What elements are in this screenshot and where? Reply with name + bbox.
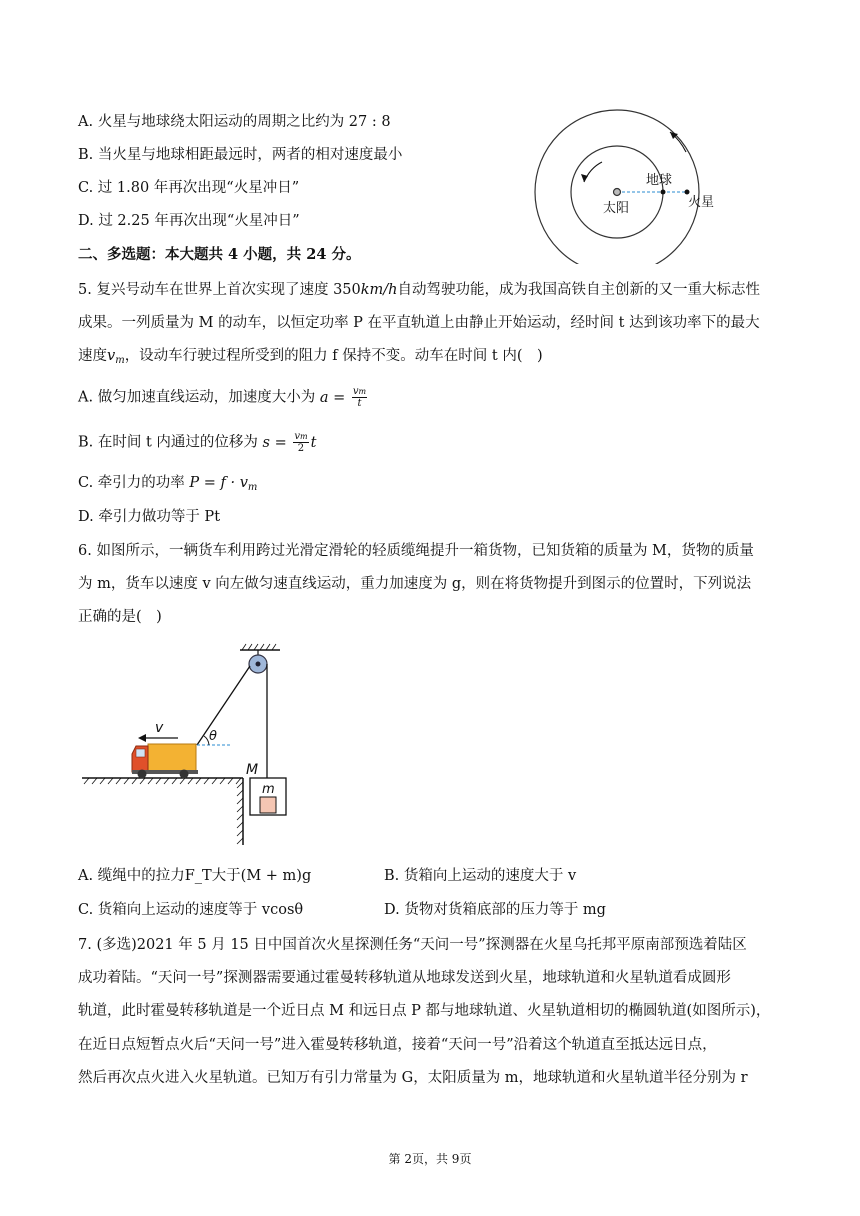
- truck-window: [136, 749, 145, 757]
- cliff-hatch: [237, 782, 243, 844]
- earth-dot: [661, 190, 666, 195]
- truck-pulley-figure: [80, 640, 300, 850]
- q5-option-a: [78, 386, 369, 409]
- section-title: 二、多选题：本大题共 4 小题，共 24 分。: [78, 246, 361, 263]
- earth-orbit-arrow: [584, 162, 602, 182]
- q5-option-b-text: B. 在时间 t 内通过的位移为: [78, 434, 263, 451]
- q6-option-a: A. 缆绳中的拉力F_T大于(M + m)g: [78, 868, 312, 884]
- q7-line-4: 在近日点短暂点火后“天问一号”进入霍曼转移轨道，接着“天问一号”沿着这个轨道直至抵达远日点，: [78, 1037, 717, 1053]
- q4-option-b: B. 当火星与地球相距最远时，两者的相对速度最小: [78, 147, 403, 163]
- q6-line-1: 6. 如图所示，一辆货车利用跨过光滑定滑轮的轻质缆绳提升一箱货物，已知货箱的质量为 M，货物的质量: [78, 543, 754, 559]
- ceiling-hatch: [242, 644, 276, 650]
- truck-cargo: [148, 744, 196, 772]
- q6-line-2: 为 m，货车以速度 v 向左做匀速直线运动，重力加速度为 g，则在将货物提升到图示的位置时，下列说法: [78, 576, 752, 592]
- q7-line-5: 然后再次点火进入火星轨道。已知万有引力常量为 G，太阳质量为 m，地球轨道和火星轨道半径分别为 r: [78, 1070, 748, 1086]
- q5-speed-unit: km/h: [360, 282, 398, 298]
- truck: [132, 744, 198, 779]
- q5-option-b: [78, 431, 316, 454]
- cargo-mass-label: m: [262, 782, 275, 797]
- q5-vm-symbol: $v_m$: [107, 348, 125, 366]
- q5-option-a-formula: a = $\frac{vm}{t}$: [319, 386, 367, 409]
- q5-line-1-pre: 5. 复兴号动车在世界上首次实现了速度: [78, 282, 334, 298]
- q7-line-2: 成功着陆。“天问一号”探测器需要通过霍曼转移轨道从地球发送到火星，地球轨道和火星轨道看成圆形: [78, 970, 731, 986]
- q5-option-a-text: A. 做匀加速直线运动，加速度大小为: [78, 389, 320, 406]
- q5-speed: 350: [333, 282, 361, 298]
- q5-option-c-formula: $P = f \cdot v_m$: [189, 475, 258, 493]
- mars-label: 火星: [688, 195, 715, 210]
- q7-line-1: 7. (多选)2021 年 5 月 15 日中国首次火星探测任务“天问一号”探测器在火星乌托邦平原南部预选着陆区: [78, 937, 747, 953]
- q7-line-3: 轨道，此时霍曼转移轨道是一个近日点 M 和远日点 P 都与地球轨道、火星轨道相切的椭圆轨道(如图所示)，: [78, 1003, 771, 1019]
- truck-wheel-rear: [180, 770, 189, 779]
- q5-option-c-text: C. 牵引力的功率: [78, 475, 190, 491]
- sun-dot: [614, 189, 621, 196]
- q5-line-3-pre: 速度: [78, 348, 107, 364]
- q6-option-b: B. 货箱向上运动的速度大于 v: [384, 868, 577, 884]
- q4-option-d: D. 过 2.25 年再次出现“火星冲日”: [78, 213, 300, 229]
- rope-to-truck: [197, 666, 250, 745]
- velocity-label: v: [155, 720, 164, 736]
- q5-option-c: [78, 473, 257, 498]
- q6-option-d: D. 货物对货箱底部的压力等于 mg: [384, 902, 606, 918]
- q4-option-a: A. 火星与地球绕太阳运动的周期之比约为 27 : 8: [78, 114, 391, 130]
- q4-option-c: C. 过 1.80 年再次出现“火星冲日”: [78, 180, 300, 196]
- q5-line-1: [78, 280, 760, 300]
- ground-hatch: [84, 778, 241, 784]
- q6-option-c: C. 货箱向上运动的速度等于 vcosθ: [78, 902, 304, 918]
- q5-line-2: 成果。一列质量为 M 的动车，以恒定功率 P 在平直轨道上由静止开始运动，经时间 t 达到该功率下的最大: [78, 315, 760, 331]
- q5-line-1-post: 自动驾驶功能，成为我国高铁自主创新的又一重大标志性: [397, 282, 761, 298]
- cargo-goods: [260, 797, 276, 813]
- mars-dot: [685, 190, 690, 195]
- q5-option-b-formula: s = $\frac{vm}{2}$ t: [262, 431, 317, 454]
- q6-line-3: 正确的是( ): [78, 609, 162, 625]
- page-footer: 第 2页，共 9页: [388, 1152, 472, 1166]
- sun-label: 太阳: [603, 201, 630, 216]
- box-mass-label: M: [246, 762, 259, 778]
- q5-line-3: [78, 346, 543, 371]
- truck-wheel-front: [138, 770, 147, 779]
- velocity-arrowhead: [138, 734, 146, 742]
- q5-option-d: D. 牵引力做功等于 Pt: [78, 509, 221, 525]
- theta-label: θ: [209, 729, 217, 744]
- orbit-figure: [530, 92, 730, 264]
- earth-label: 地球: [646, 173, 673, 188]
- pulley-axle: [256, 662, 261, 667]
- q5-line-3-post: ，设动车行驶过程所受到的阻力 f 保持不变。动车在时间 t 内( ): [124, 348, 543, 364]
